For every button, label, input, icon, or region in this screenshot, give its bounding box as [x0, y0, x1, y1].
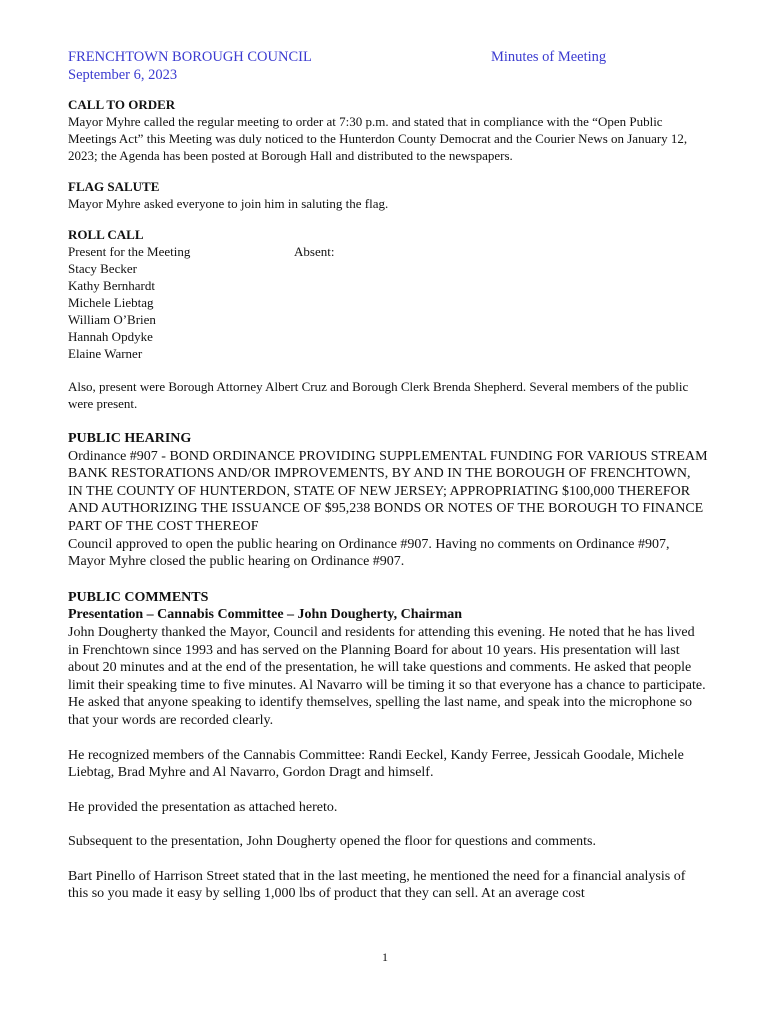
- comment-paragraph: Subsequent to the presentation, John Dougherty opened the floor for questions and comments.: [68, 834, 597, 850]
- section-flag-salute: [68, 178, 708, 212]
- member-name: Stacy Becker: [68, 261, 137, 276]
- member-name: Kathy Bernhardt: [68, 278, 156, 293]
- section-text: Council approved to open the public hearing on Ordinance #907. Having no comments on Ordinance #907, Mayor Myhre closed the public hearing on Ordinance #907.: [68, 536, 670, 570]
- comment-paragraph: He recognized members of the Cannabis Committee: Randi Eeckel, Kandy Ferree, Jessicah Goodale, Michele Liebtag, Brad Myhre and Al Navarro, Gordon Dragt and himself.: [68, 747, 684, 781]
- section-heading: PUBLIC COMMENTS: [68, 589, 209, 605]
- absent-column: [294, 243, 334, 362]
- section-heading: CALL TO ORDER: [68, 97, 176, 112]
- present-column: [68, 243, 294, 362]
- present-label: Present for the Meeting: [68, 244, 191, 259]
- comment-paragraph: He provided the presentation as attached hereto.: [68, 799, 338, 815]
- section-call-to-order: [68, 96, 708, 164]
- section-text: Mayor Myhre called the regular meeting to order at 7:30 p.m. and stated that in compliance with the “Open Public Meetings Act” this Meeting was duly noticed to the Hunterdon County Democrat and the Courier News on January 12, 2023; the Agenda has been posted at Borough Hall and distributed to the newspapers.: [68, 114, 688, 163]
- section-heading: ROLL CALL: [68, 227, 144, 242]
- section-public-comments: [68, 589, 708, 903]
- header-date: September 6, 2023: [68, 67, 178, 83]
- section-heading: PUBLIC HEARING: [68, 431, 192, 446]
- ordinance-title: Ordinance #907 - BOND ORDINANCE PROVIDING SUPPLEMENTAL FUNDING FOR VARIOUS STREAM BANK RESTORATIONS AND/OR IMPROVEMENTS, BY AND IN THE BOROUGH OF FRENCHTOWN, IN THE COUNTY OF HUNTERDON, STATE OF NEW JERSEY; APPROPRIATING $100,000 THEREFOR AND AUTHORIZING THE ISSUANCE OF $95,238 BONDS OR NOTES OF THE BOROUGH TO FINANCE PART OF THE COST THEREOF: [68, 448, 708, 534]
- section-subheading: Presentation – Cannabis Committee – John Dougherty, Chairman: [68, 607, 463, 623]
- header-doc-type: Minutes of Meeting: [491, 49, 607, 65]
- header-org: FRENCHTOWN BOROUGH COUNCIL: [68, 49, 312, 65]
- member-name: William O’Brien: [68, 312, 156, 327]
- section-roll-call: [68, 226, 708, 412]
- also-present-text: Also, present were Borough Attorney Albert Cruz and Borough Clerk Brenda Shepherd. Several members of the public were present.: [68, 379, 689, 411]
- member-name: Elaine Warner: [68, 346, 143, 361]
- member-name: Hannah Opdyke: [68, 329, 153, 344]
- comment-paragraph: Bart Pinello of Harrison Street stated that in the last meeting, he mentioned the need for a financial analysis of this so you made it easy by selling 1,000 lbs of product that they can sell. At an average cost: [68, 868, 686, 902]
- member-name: Michele Liebtag: [68, 295, 154, 310]
- section-heading: FLAG SALUTE: [68, 179, 160, 194]
- roll-call-table: [68, 243, 708, 362]
- section-text: Mayor Myhre asked everyone to join him in saluting the flag.: [68, 196, 389, 211]
- minutes-body: [68, 96, 708, 903]
- comment-paragraph: John Dougherty thanked the Mayor, Council and residents for attending this evening. He noted that he has lived in Frenchtown since 1993 and has served on the Planning Board for about 10 years. His presentation will last about 20 minutes and at the end of the presentation, he will take questions and comments. He asked that people limit their speaking time to five minutes. Al Navarro will be timing it so that everyone has a chance to participate. He asked that anyone speaking to identify themselves, spelling the last name, and speak into the microphone so that your words are recorded clearly.: [68, 624, 706, 728]
- section-public-hearing: [68, 430, 708, 571]
- page-number: 1: [382, 950, 388, 964]
- absent-label: Absent:: [294, 244, 335, 259]
